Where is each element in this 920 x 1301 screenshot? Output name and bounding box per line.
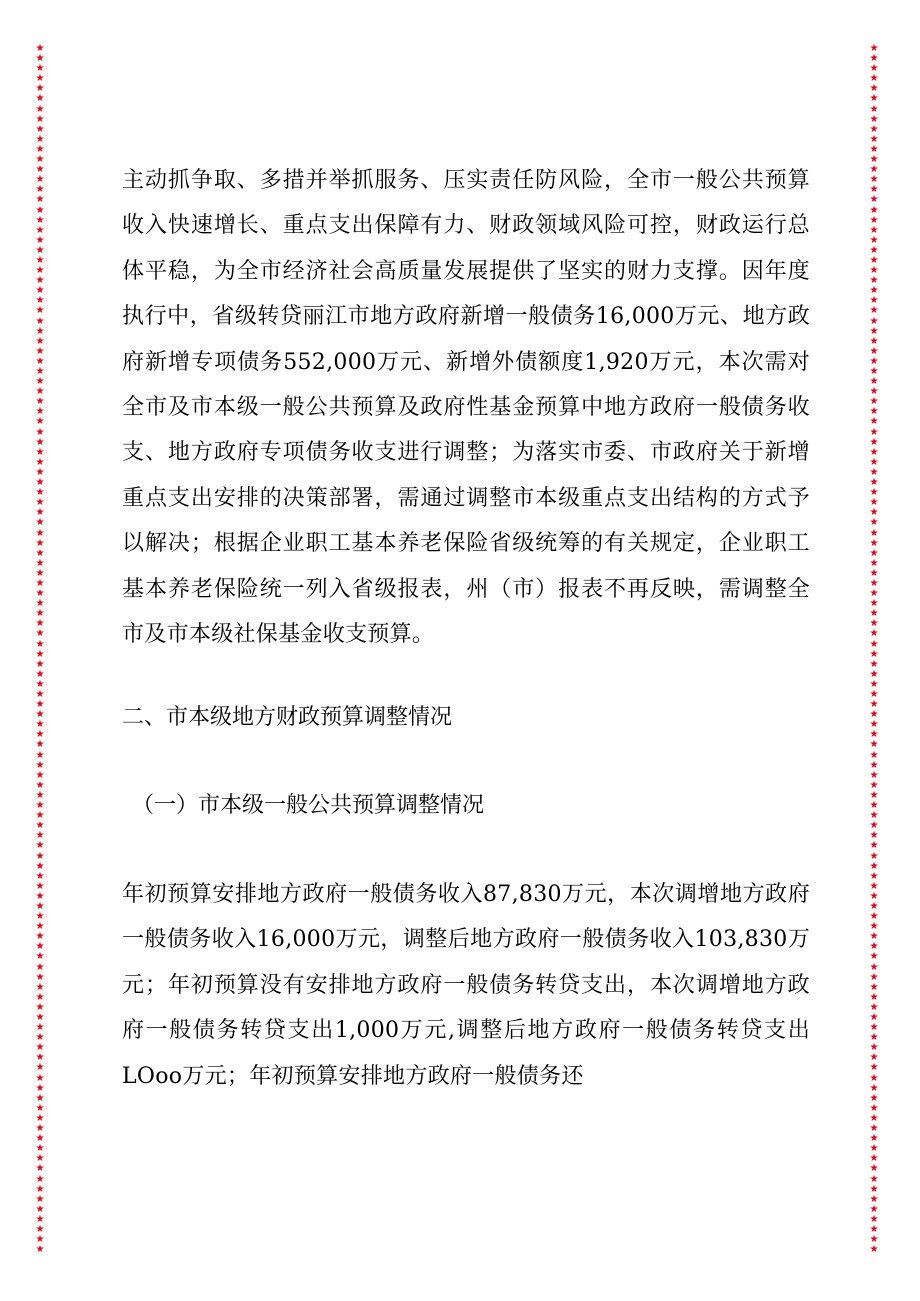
subsection-heading-1: （一）市本级一般公共预算调整情况 bbox=[132, 793, 485, 818]
body-text-block-2 bbox=[122, 872, 810, 1099]
body-text-block-1 bbox=[122, 158, 810, 657]
paragraph-budget-overview: 主动抓争取、多措并举抓服务、压实责任防风险，全市一般公共预算收入快速增长、重点支出保障有力、财政领域风险可控，财政运行总体平稳，为全市经济社会高质量发展提供了坚实的财力支撑。因年度执行中，省级转贷丽江市地方政府新增一般债务16,000万元、地方政府新增专项债务552,000万元、新增外债额度1,920万元，本次需对全市及市本级一般公共预算及政府性基金预算中地方政府一般债务收支、地方政府专项债务收支进行调整；为落实市委、市政府关于新增重点支出安排的决策部署，需通过调整市本级重点支出结构的方式予以解决；根据企业职工基本养老保险省级统筹的有关规定，企业职工基本养老保险统一列入省级报表，州（市）报表不再反映，需调整全市及市本级社保基金收支预算。 bbox=[122, 168, 810, 648]
section-heading-2: 二、市本级地方财政预算调整情况 bbox=[122, 705, 453, 730]
right-star-border: ★ ★ ★ ★ ★ ★ ★ ★ ★ ★ ★ ★ ★ ★ ★ ★ ★ ★ ★ ★ ★ ★ ★ ★ ★ ★ ★ ★ ★ ★ ★ ★ ★ ★ ★ ★ ★ ★ ★ ★ ★ ★ ★ ★ ★ ★ ★ ★ ★ ★ ★ ★ ★ ★ ★ ★ ★ ★ ★ ★ ★ ★ ★ ★ ★ ★ ★ ★ ★ ★ ★ ★ ★ ★ ★ ★ ★ ★ ★ ★ ★ ★ ★ ★ ★ ★ ★ ★ ★ ★ ★ ★ ★ ★ ★ ★ ★ ★ ★ ★ ★ ★ ★ ★ ★ ★ ★ ★ ★ ★ ★ ★ ★ ★ ★ ★ ★ ★ ★ ★ bbox=[869, 44, 879, 1256]
paragraph-debt-adjustment: 年初预算安排地方政府一般债务收入87,830万元，本次调增地方政府一般债务收入16,000万元，调整后地方政府一般债务收入103,830万元；年初预算没有安排地方政府一般债务转贷支出，本次调增地方政府一般债务转贷支出1,000万元,调整后地方政府一般债务转贷支出LOoo万元；年初预算安排地方政府一般债务还 bbox=[122, 882, 810, 1089]
left-star-border: ★ ★ ★ ★ ★ ★ ★ ★ ★ ★ ★ ★ ★ ★ ★ ★ ★ ★ ★ ★ ★ ★ ★ ★ ★ ★ ★ ★ ★ ★ ★ ★ ★ ★ ★ ★ ★ ★ ★ ★ ★ ★ ★ ★ ★ ★ ★ ★ ★ ★ ★ ★ ★ ★ ★ ★ ★ ★ ★ ★ ★ ★ ★ ★ ★ ★ ★ ★ ★ ★ ★ ★ ★ ★ ★ ★ ★ ★ ★ ★ ★ ★ ★ ★ ★ ★ ★ ★ ★ ★ ★ ★ ★ ★ ★ ★ ★ ★ ★ ★ ★ ★ ★ ★ ★ ★ ★ ★ ★ ★ ★ ★ ★ ★ ★ ★ ★ ★ ★ ★ bbox=[35, 44, 45, 1256]
